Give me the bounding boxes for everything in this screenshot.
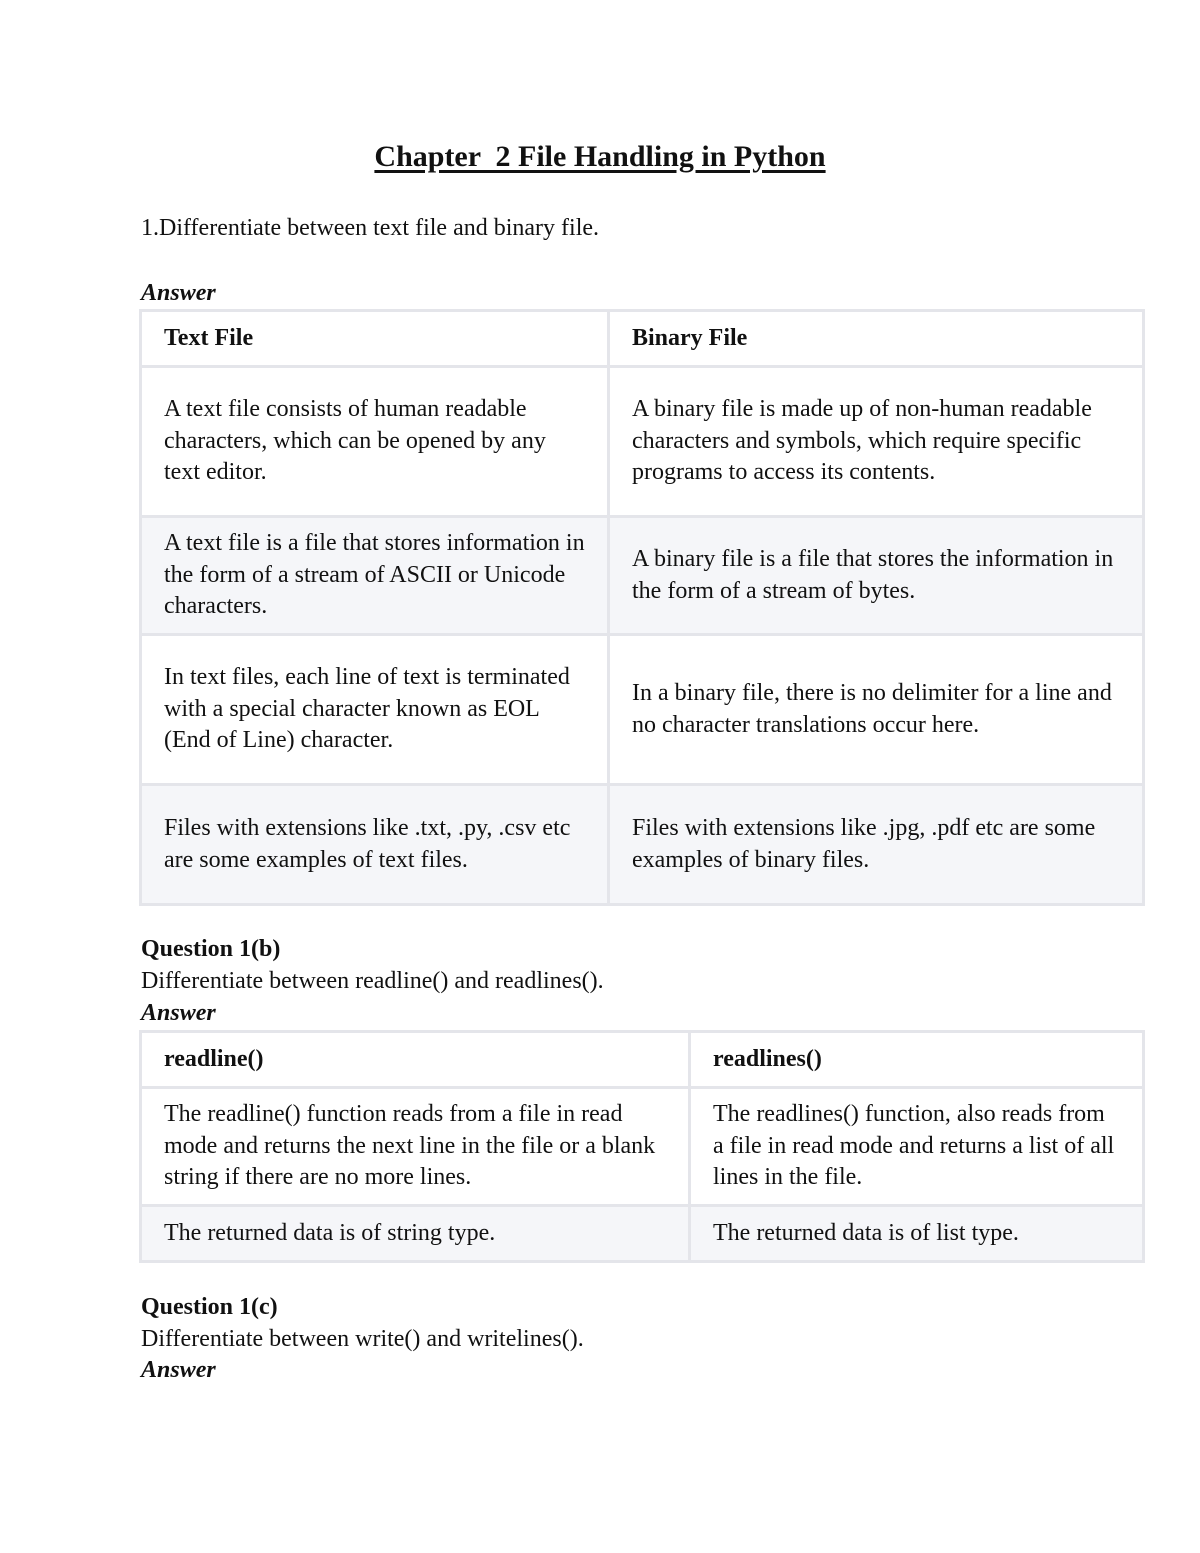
answer-label: Answer — [141, 1000, 216, 1026]
table-cell: The returned data is of list type. — [690, 1206, 1144, 1262]
question-1c-text: Differentiate between write() and writelines(). — [141, 1326, 584, 1352]
table-row — [141, 517, 1144, 635]
question-1c-heading: Question 1(c) — [141, 1294, 278, 1320]
table-cell: Files with extensions like .jpg, .pdf etc are some examples of binary files. — [609, 785, 1144, 905]
table-header-cell: readline() — [141, 1032, 690, 1088]
table-header-cell: Text File — [141, 311, 609, 367]
table-row — [141, 1206, 1144, 1262]
question-1b-text: Differentiate between readline() and readlines(). — [141, 968, 604, 994]
table-cell: In a binary file, there is no delimiter for a line and no character translations occur here. — [609, 635, 1144, 785]
page-title: Chapter 2 File Handling in Python — [374, 140, 826, 173]
readline-vs-readlines-table — [139, 1030, 1145, 1263]
table-header-row — [141, 311, 1144, 367]
table-cell: A text file is a file that stores information in the form of a stream of ASCII or Unicode characters. — [141, 517, 609, 635]
table-row — [141, 1088, 1144, 1206]
table-cell: Files with extensions like .txt, .py, .csv etc are some examples of text files. — [141, 785, 609, 905]
table-cell: In text files, each line of text is terminated with a special character known as EOL (End of Line) character. — [141, 635, 609, 785]
table-row — [141, 367, 1144, 517]
table-cell: A binary file is a file that stores the information in the form of a stream of bytes. — [609, 517, 1144, 635]
table-cell: The returned data is of string type. — [141, 1206, 690, 1262]
answer-label: Answer — [141, 280, 216, 306]
table-cell: The readlines() function, also reads from a file in read mode and returns a list of all lines in the file. — [690, 1088, 1144, 1206]
table-cell: The readline() function reads from a file in read mode and returns the next line in the file or a blank string if there are no more lines. — [141, 1088, 690, 1206]
table-cell: A text file consists of human readable characters, which can be opened by any text editor. — [141, 367, 609, 517]
table-cell: A binary file is made up of non-human readable characters and symbols, which require specific programs to access its contents. — [609, 367, 1144, 517]
table-header-cell: readlines() — [690, 1032, 1144, 1088]
table-header-cell: Binary File — [609, 311, 1144, 367]
answer-label: Answer — [141, 1357, 216, 1383]
table-header-row — [141, 1032, 1144, 1088]
text-vs-binary-table — [139, 309, 1145, 906]
table-row — [141, 635, 1144, 785]
table-row — [141, 785, 1144, 905]
question-1b-heading: Question 1(b) — [141, 936, 281, 962]
question-1-text: 1.Differentiate between text file and binary file. — [141, 215, 600, 241]
